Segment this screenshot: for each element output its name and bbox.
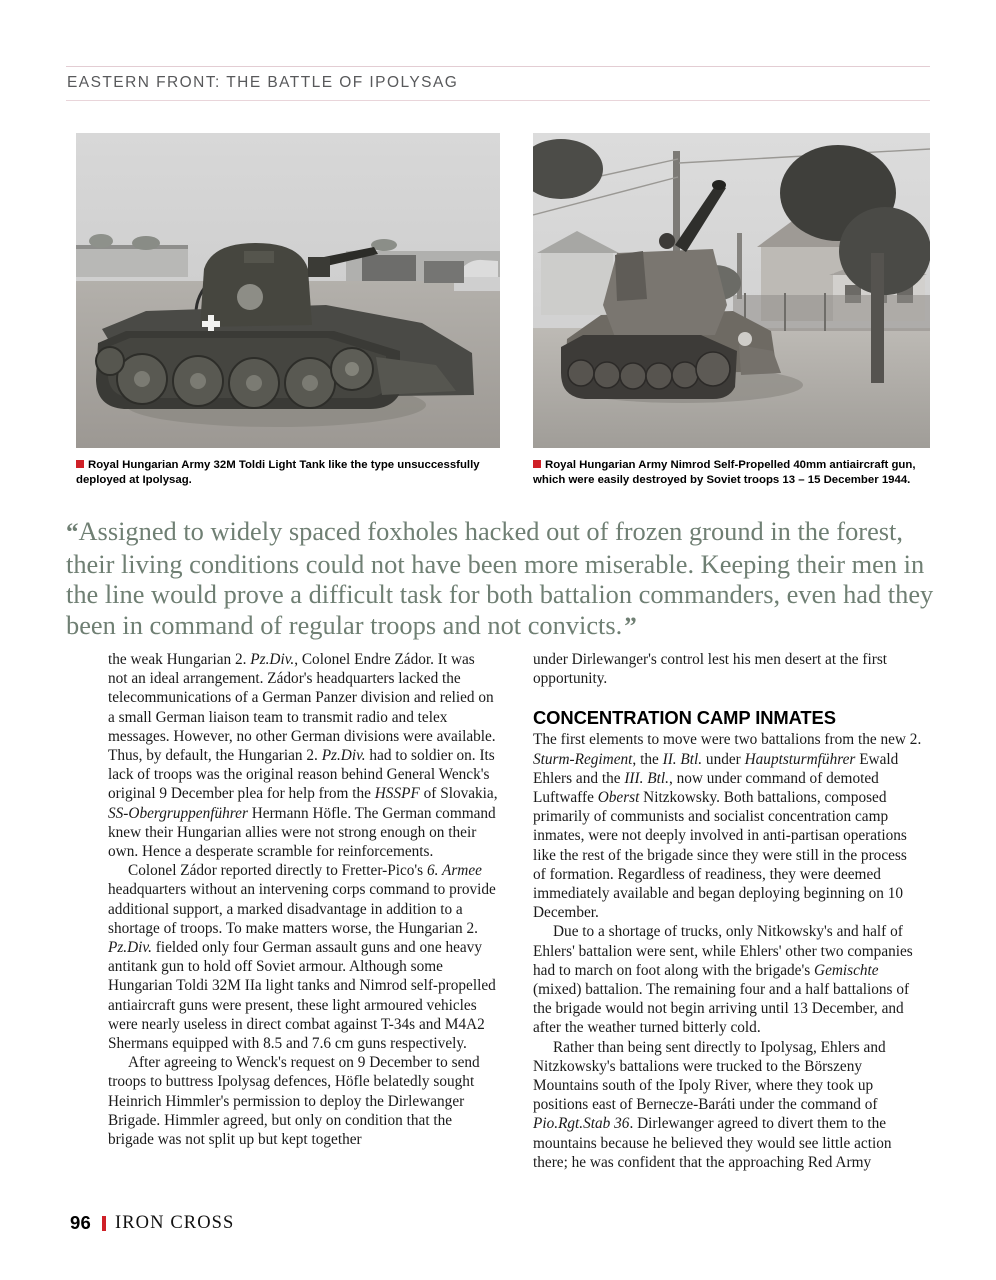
caption-right: [533, 458, 933, 488]
body-paragraph: [533, 730, 923, 922]
pull-quote: [66, 516, 944, 642]
emphasis-text: Gemischte: [814, 961, 879, 979]
publication-name: IRON CROSS: [114, 1212, 235, 1233]
body-text: . Dirlewanger agreed to divert them to the mountains because he believed they would see little action there; he was confident that the approaching Red Army: [533, 1115, 892, 1171]
body-paragraph: [108, 861, 498, 1053]
page-footer: [70, 1212, 234, 1234]
body-text: fielded only four German assault guns and one heavy antitank gun to hold off Soviet armour. Although some Hungarian Toldi 32M IIa light tanks and Nimrod self-propelled antiaircraft guns were present, these light armoured vehicles were nearly useless in direct combat against T-34s and M4A2 Shermans equipped with 8.5 and 7.6 cm guns respectively.: [108, 939, 496, 1053]
emphasis-text: Pz.Div.: [321, 747, 366, 765]
emphasis-text: Pz.Div.: [250, 651, 295, 668]
running-head: EASTERN FRONT: THE BATTLE OF IPOLYSAG: [67, 74, 459, 91]
section-heading: CONCENTRATION CAMP INMATES: [533, 707, 836, 729]
body-text: , the: [632, 750, 663, 768]
emphasis-text: Oberst: [597, 789, 640, 807]
emphasis-text: Hauptsturmführer: [744, 750, 856, 768]
emphasis-text: Sturm-Regiment: [533, 750, 633, 768]
body-text: under: [702, 750, 745, 768]
caption-right-text: Royal Hungarian Army Nimrod Self-Propelled 40mm antiaircraft gun, which were easily destroyed by Soviet troops 13 – 15 December 1944.: [533, 459, 916, 487]
body-text: Colonel Zádor reported directly to Fretter-Pico's: [128, 862, 427, 880]
nimrod-spaa-photo: [533, 133, 930, 448]
caption-marker-icon: [533, 460, 541, 468]
photo-row: [76, 133, 930, 448]
pull-quote-text: Assigned to widely spaced foxholes hacked out of frozen ground in the forest, their living conditions could not have been more miserable. Keeping their men in the line would prove a difficult task for both battalion commanders, even had they been in command of regular troops and not convicts.: [66, 516, 934, 640]
emphasis-text: III. Btl.: [624, 769, 669, 787]
footer-bar-icon: [102, 1216, 106, 1231]
body-text: The first elements to move were two battalions from the new 2.: [533, 731, 922, 749]
caption-marker-icon: [76, 460, 84, 468]
page-number: 96: [70, 1212, 91, 1233]
body-text: Due to a shortage of trucks, only Nitkowsky's and half of Ehlers' battalion were sent, while Ehlers' other two companies had to march on foot along with the brigade's: [533, 923, 913, 979]
body-text: , Colonel Endre Zádor. It was not an ideal arrangement. Zádor's headquarters lacked the telecommunications of a German Panzer division and relied on a small German liaison team to transmit radio and telex messages. However, no other German divisions were available. Thus, by default, the Hungarian 2.: [108, 651, 496, 765]
page-header: [66, 66, 930, 101]
emphasis-text: Pz.Div.: [108, 939, 152, 957]
body-text: had to soldier on. Its lack of troops was the original reason behind General Wenck's original 9 December plea for help from the: [108, 747, 495, 803]
toldi-light-tank-photo: [76, 133, 500, 448]
caption-left-text: Royal Hungarian Army 32M Toldi Light Tank like the type unsuccessfully deployed at Ipolysag.: [76, 459, 480, 487]
body-text: headquarters without an intervening corps command to provide additional support, a marked disadvantage in addition to a shortage of troops. To make matters worse, the Hungarian 2.: [108, 881, 496, 937]
body-paragraph: [533, 650, 923, 688]
body-text: After agreeing to Wenck's request on 9 December to send troops to buttress Ipolysag defences, Höfle belatedly sought Heinrich Himmler's permission to deploy the Dirlewanger Brigade. Himmler agreed, but only on condition that the brigade was not split up but kept together: [108, 1054, 480, 1149]
emphasis-text: SS-Obergruppenführer: [108, 804, 248, 822]
body-paragraph: [108, 1053, 498, 1149]
body-text: , now under command of demoted Luftwaffe: [533, 769, 879, 807]
caption-left: [76, 458, 506, 488]
body-text: of Slovakia,: [419, 785, 498, 803]
quote-open-icon: “: [66, 519, 78, 546]
body-text: (mixed) battalion. The remaining four and a half battalions of the brigade would not begin arriving until 13 December, and after the weather turned bitterly cold.: [533, 981, 910, 1037]
body-text: under Dirlewanger's control lest his men desert at the first opportunity.: [533, 651, 888, 688]
emphasis-text: II. Btl.: [662, 750, 703, 768]
emphasis-text: Pio.Rgt.Stab 36: [533, 1115, 630, 1133]
body-text: Nitzkowsky. Both battalions, composed primarily of communists and socialist concentration camp inmates, were not deeply involved in anti-partisan operations like the rest of the brigade since they were still in the process of formation. Regardless of readiness, they were deemed immediately available and began deploying beginning on 10 December.: [533, 789, 907, 922]
body-text: the weak Hungarian 2.: [108, 651, 251, 668]
body-paragraph: [533, 922, 923, 1037]
header-rule-bottom: [66, 100, 930, 101]
body-text: Rather than being sent directly to Ipolysag, Ehlers and Nitzkowsky's battalions were trucked to the Börszeny Mountains south of the Ipoly River, where they took up positions east of Bernecze-Baráti under the command of: [533, 1038, 886, 1114]
emphasis-text: HSSPF: [374, 785, 420, 803]
quote-close-icon: ”: [624, 612, 636, 640]
body-paragraph: [108, 650, 498, 861]
body-paragraph: [533, 1038, 923, 1172]
body-column-left: [108, 650, 498, 1149]
body-text: Ewald Ehlers and the: [533, 750, 899, 787]
body-column-right: [533, 650, 923, 1172]
emphasis-text: 6. Armee: [426, 862, 482, 880]
body-text: Hermann Höfle. The German command knew their Hungarian allies were not strong enough on their own. Hence a desperate scramble for reinforcements.: [108, 804, 496, 861]
